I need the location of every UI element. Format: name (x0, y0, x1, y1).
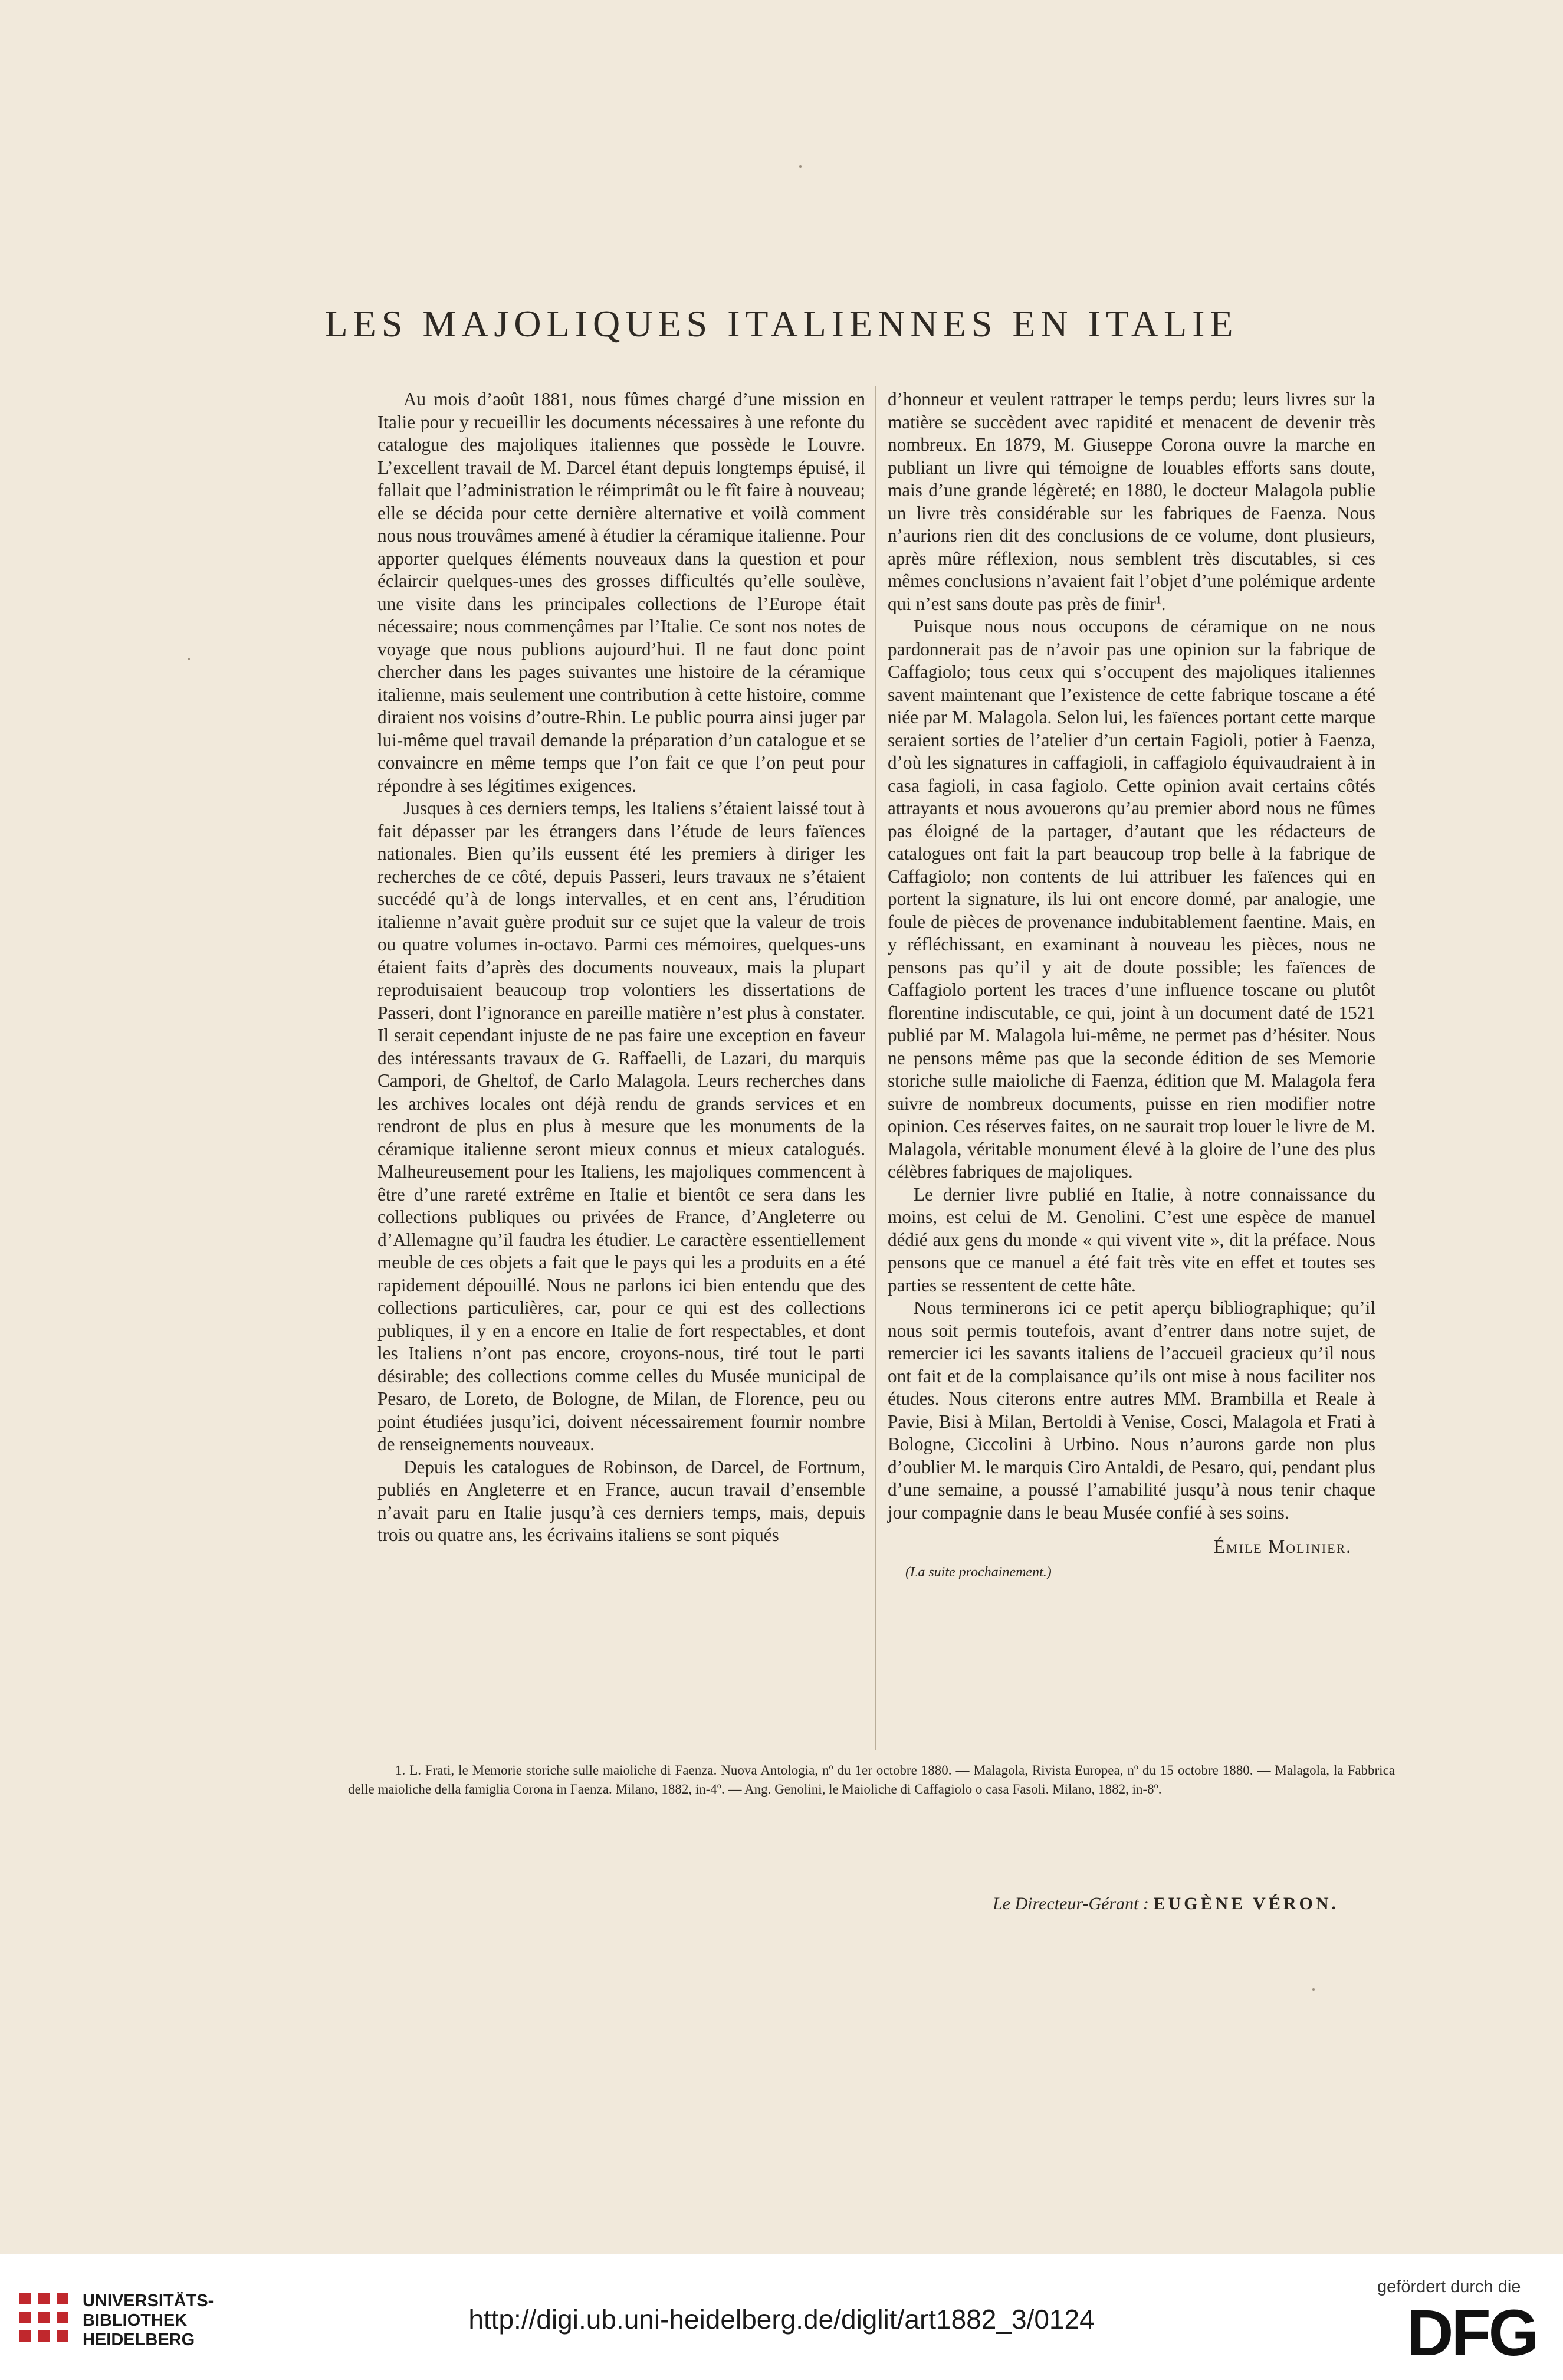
footnote: 1. L. Frati, le Memorie storiche sulle maioliche di Faenza. Nuova Antologia, nº du 1er octobre 1880. — Malagola, Rivista Europea, nº du 15 octobre 1880. — Malagola, la Fabbrica delle maioliche della famiglia Corona in Faenza. Milano, 1882, in-4º. — Ang. Genolini, le Maioliche di Caffagiolo o casa Fasoli. Milano, 1882, in-8º. (348, 1763, 1395, 1797)
paragraph (888, 388, 1375, 615)
paragraph: Au mois d’août 1881, nous fûmes chargé d’une mission en Italie pour y recueillir les documents nécessaires à une refonte du catalogue des majoliques italiennes que possède le Louvre. L’excellent travail de M. Darcel étant depuis longtemps épuisé, il fallait que l’administration le réimprimât ou le fît faire à nouveau; elle se décida pour cette dernière alternative et voilà comment nous nous trouvâmes amené à étudier la céramique italienne. Pour apporter quelques éléments nouveaux dans la question et pour éclaircir quelques-unes des grosses difficultés qu’elle soulève, une visite dans les principales collections de l’Europe était nécessaire; nous commençâmes par l’Italie. Ce sont nos notes de voyage que nous publions aujourd’hui. Il ne faut donc point chercher dans les pages suivantes une histoire de la céramique italienne, mais seulement une contribution à cette histoire, comme diraient nos voisins d’outre-Rhin. Le public pourra ainsi juger par lui-même quel travail demande la préparation d’un catalogue et se convaincre en même temps que l’on fait ce que l’on peut pour répondre à ses légitimes exigences. (377, 389, 865, 796)
article-title: LES MAJOLIQUES ITALIENNES EN ITALIE (324, 303, 1239, 345)
paragraph-text: d’honneur et veulent rattraper le temps perdu; leurs livres sur la matière se succèdent avec rapidité et menacent de devenir très nombreux. En 1879, M. Giuseppe Corona ouvre la marche en publiant un livre qui témoigne de louables efforts sans doute, mais d’une grande légèreté; en 1880, le docteur Malagola publie un livre très considérable sur les fabriques de Faenza. Nous n’aurions rien dit des conclusions de ce volume, dont plusieurs, après mûre réflexion, nous semblent très discutables, si ces mêmes conclusions n’avaient fait l’objet d’une polémique ardente qui n’est sans doute pas près de finir (888, 389, 1375, 614)
scan-speck (188, 658, 190, 660)
column-divider (875, 386, 876, 1750)
funded-by-text: gefördert durch die (1377, 2277, 1521, 2296)
author-signature: Émile Molinier. (1213, 1536, 1352, 1557)
left-column (377, 388, 865, 1547)
dfg-logo: DFG (1407, 2297, 1537, 2369)
permalink-url[interactable]: http://digi.ub.uni-heidelberg.de/diglit/art1882_3/0124 (468, 2304, 1095, 2335)
footer-bar (0, 2254, 1563, 2380)
paragraph: Le dernier livre publié en Italie, à notre connaissance du moins, est celui de M. Genolini. C’est une espèce de manuel dédié aux gens du monde « qui vivent vite », dit la préface. Nous pensons que ce manuel a été fait très vite en effet et toutes ses parties se ressentent de cette hâte. (888, 1184, 1375, 1296)
paragraph-end: . (1161, 593, 1166, 614)
scan-speck (1312, 1988, 1315, 1991)
director-name: EUGÈNE VÉRON. (1153, 1894, 1339, 1913)
scan-speck (799, 165, 802, 168)
paragraph: Puisque nous nous occupons de céramique on ne nous pardonnerait pas de n’avoir pas une opinion sur la fabrique de Caffagiolo; tous ceux qui s’occupent des majoliques italiennes savent maintenant que l’existence de cette fabrique toscane a été niée par M. Malagola. Selon lui, les faïences portant cette marque seraient sorties de l’atelier d’un certain Fagioli, potier à Faenza, d’où les signatures in caffagioli, in caffagiolo équivaudraient à in casa fagioli, in casa fagiolo. Cette opinion avait certains côtés attrayants et nous avouerons qu’au premier abord nous ne fûmes pas éloigné de la partager, d’autant que les rédacteurs de catalogues ont fait la part beaucoup trop belle à la fabrique de Caffagiolo; non contents de lui attribuer les faïences qui en portent la signature, ils lui ont encore donné, par analogie, une foule de pièces de provenance indubitablement faentine. Mais, en y réfléchissant, en examinant à nouveau les pièces, nous ne pensons pas qu’il y ait de doute possible; les faïences de Caffagiolo portent les traces d’une influence toscane ou plutôt florentine indiscutable, ce qui, joint à un document daté de 1521 publié par M. Malagola lui-même, ne permet pas d’hésiter. Nous ne pensons même pas que la seconde édition de ses Memorie storiche sulle maioliche di Faenza, édition que M. Malagola fera suivre de nombreux documents, puisse en rien modifier notre opinion. Ces réserves faites, on ne saurait trop louer le livre de M. Malagola, véritable monument élevé à la gloire de l’une des plus célèbres fabriques de majoliques. (888, 616, 1375, 1182)
paragraph: Depuis les catalogues de Robinson, de Darcel, de Fortnum, publiés en Angleterre et en France, aucun travail d’ensemble n’avait paru en Italie jusqu’à ces derniers temps, mais, depuis trois ou quatre ans, les écrivains italiens se sont piqués (377, 1456, 865, 1545)
paragraph: Jusques à ces derniers temps, les Italiens s’étaient laissé tout à fait dépasser par les étrangers dans l’étude de leurs faïences nationales. Bien qu’ils eussent été les premiers à diriger les recherches de ce côté, depuis Passeri, leurs travaux ne s’étaient succédé qu’à de longs intervalles, et en cent ans, l’érudition italienne n’avait guère produit sur ce sujet que la valeur de trois ou quatre volumes in-octavo. Parmi ces mémoires, quelques-uns étaient faits d’après des documents nouveaux, mais la plupart reproduisaient beaucoup trop volontiers les dissertations de Passeri, dont l’ignorance en pareille matière n’est plus à constater. Il serait cependant injuste de ne pas faire une exception en faveur des intéressants travaux de G. Raffaelli, de Lazari, du marquis Campori, de Gheltof, de Carlo Malagola. Leurs recherches dans les archives locales ont déjà rendu de grands services et en rendront de plus en plus à mesure que les monuments de la céramique italienne seront mieux connus et mieux catalogués. Malheureusement pour les Italiens, les majoliques commencent à être d’une rareté extrême en Italie et bientôt ce sera dans les collections publiques ou privées de France, d’Angleterre ou d’Allemagne qu’il faudra les étudier. Le caractère essentiellement meuble de ces objets a fait que le pays qui les a produits en a été rapidement dépouillé. Nous ne parlons ici bien entendu que des collections particulières, car, pour ce qui est des collections publiques, il y en a encore en Italie de fort respectables, et dont les Italiens n’ont pas encore, croyons-nous, tiré tout le parti désirable; des collections comme celles du Musée municipal de Pesaro, de Loreto, de Bologne, de Milan, de Florence, peu ou point étudiées jusqu’ici, doivent nécessairement fournir nombre de renseignements nouveaux. (377, 798, 865, 1454)
continued-note: (La suite prochainement.) (905, 1564, 1052, 1580)
director-label: Le Directeur-Gérant : (993, 1894, 1149, 1913)
director-line (961, 1894, 1339, 1914)
right-column (888, 388, 1375, 1584)
library-line: UNIVERSITÄTS- (83, 2292, 214, 2310)
footnote-mark: 1 (1155, 594, 1161, 606)
paragraph: Nous terminerons ici ce petit aperçu bibliographique; qu’il nous soit permis toutefois, avant d’entrer dans notre sujet, de remercier ici les savants italiens de l’accueil gracieux qu’il nous ont fait et de la complaisance qu’ils ont mise à nous faciliter nos études. Nous citerons entre autres MM. Brambilla et Reale à Pavie, Bisi à Milan, Bertoldi à Venise, Cosci, Malagola et Frati à Bologne, Ciccolini à Urbino. Nous n’aurons garde non plus d’oublier M. le marquis Ciro Antaldi, de Pesaro, qui, pendant plus d’une semaine, a poussé l’amabilité jusqu’à nous tenir chaque jour compagnie dans le beau Musée confié à ses soins. (888, 1297, 1375, 1523)
library-line: HEIDELBERG (83, 2330, 195, 2349)
library-line: BIBLIOTHEK (83, 2311, 188, 2330)
